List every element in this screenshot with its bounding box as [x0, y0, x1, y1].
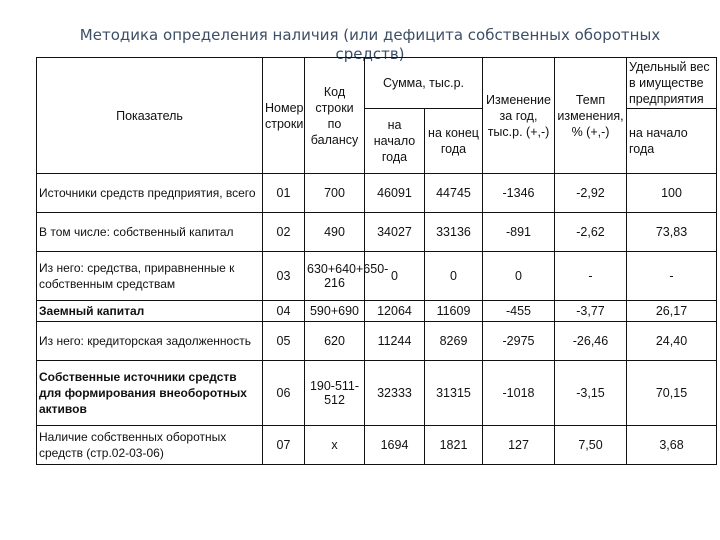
header-sum: Сумма, тыс.р. — [365, 58, 483, 109]
row-start: 1694 — [365, 426, 425, 465]
row-end: 1821 — [425, 426, 483, 465]
header-sum-start: на начало года — [365, 109, 425, 174]
row-number: 01 — [263, 174, 305, 213]
row-rate: -3,15 — [555, 361, 627, 426]
table-row — [37, 301, 717, 322]
row-change: -1018 — [483, 361, 555, 426]
row-change: -2975 — [483, 322, 555, 361]
header-share: Удельный вес в имуществе предприятия — [627, 58, 717, 109]
row-rate: -2,92 — [555, 174, 627, 213]
table-row — [37, 252, 717, 301]
row-number: 02 — [263, 213, 305, 252]
row-number: 06 — [263, 361, 305, 426]
row-share: - — [627, 252, 717, 301]
row-change: -891 — [483, 213, 555, 252]
data-table-container — [36, 57, 710, 517]
row-rate: -3,77 — [555, 301, 627, 322]
row-number: 04 — [263, 301, 305, 322]
row-end: 44745 — [425, 174, 483, 213]
table-row — [37, 213, 717, 252]
row-indicator: Из него: кредиторская задолженность — [37, 322, 263, 361]
row-change: -1346 — [483, 174, 555, 213]
row-share: 3,68 — [627, 426, 717, 465]
row-end: 33136 — [425, 213, 483, 252]
row-rate: -26,46 — [555, 322, 627, 361]
row-rate: -2,62 — [555, 213, 627, 252]
header-share-start: на начало года — [627, 109, 717, 174]
row-end: 0 — [425, 252, 483, 301]
row-start: 34027 — [365, 213, 425, 252]
row-indicator: В том числе: собственный капитал — [37, 213, 263, 252]
row-share: 70,15 — [627, 361, 717, 426]
row-rate: - — [555, 252, 627, 301]
row-indicator: Источники средств предприятия, всего — [37, 174, 263, 213]
table-row — [37, 174, 717, 213]
row-share: 26,17 — [627, 301, 717, 322]
row-end: 11609 — [425, 301, 483, 322]
row-indicator: Собственные источники средств для формирования внеоборотных активов — [37, 361, 263, 426]
row-code: 490 — [305, 213, 365, 252]
row-code: 620 — [305, 322, 365, 361]
data-table — [36, 57, 717, 465]
row-code: 190-511-512 — [305, 361, 365, 426]
row-start: 46091 — [365, 174, 425, 213]
row-code: 700 — [305, 174, 365, 213]
table-row — [37, 361, 717, 426]
row-start: 0 — [365, 252, 425, 301]
row-code: х — [305, 426, 365, 465]
table-row — [37, 426, 717, 465]
row-share: 73,83 — [627, 213, 717, 252]
row-change: -455 — [483, 301, 555, 322]
row-start: 12064 — [365, 301, 425, 322]
row-share: 24,40 — [627, 322, 717, 361]
table-row — [37, 322, 717, 361]
row-indicator: Наличие собственных оборотных средств (стр.02-03-06) — [37, 426, 263, 465]
row-start: 11244 — [365, 322, 425, 361]
row-share: 100 — [627, 174, 717, 213]
row-end: 31315 — [425, 361, 483, 426]
header-row-number: Номер строки — [263, 58, 305, 174]
row-start: 32333 — [365, 361, 425, 426]
row-indicator: Заемный капитал — [37, 301, 263, 322]
row-change: 0 — [483, 252, 555, 301]
header-row — [37, 58, 717, 109]
header-sum-end: на конец года — [425, 109, 483, 174]
row-code: 590+690 — [305, 301, 365, 322]
row-end: 8269 — [425, 322, 483, 361]
row-number: 07 — [263, 426, 305, 465]
row-rate: 7,50 — [555, 426, 627, 465]
header-indicator: Показатель — [37, 58, 263, 174]
row-indicator: Из него: средства, приравненные к собственным средствам — [37, 252, 263, 301]
header-change: Изменение за год, тыс.р. (+,-) — [483, 58, 555, 174]
header-balance-code: Код строки по балансу — [305, 58, 365, 174]
row-number: 05 — [263, 322, 305, 361]
row-change: 127 — [483, 426, 555, 465]
row-code: 630+640+650-216 — [305, 252, 365, 301]
row-number: 03 — [263, 252, 305, 301]
header-rate: Темп изменения, % (+,-) — [555, 58, 627, 174]
page-title: Методика определения наличия (или дефицита собственных оборотных средств) — [79, 26, 661, 63]
